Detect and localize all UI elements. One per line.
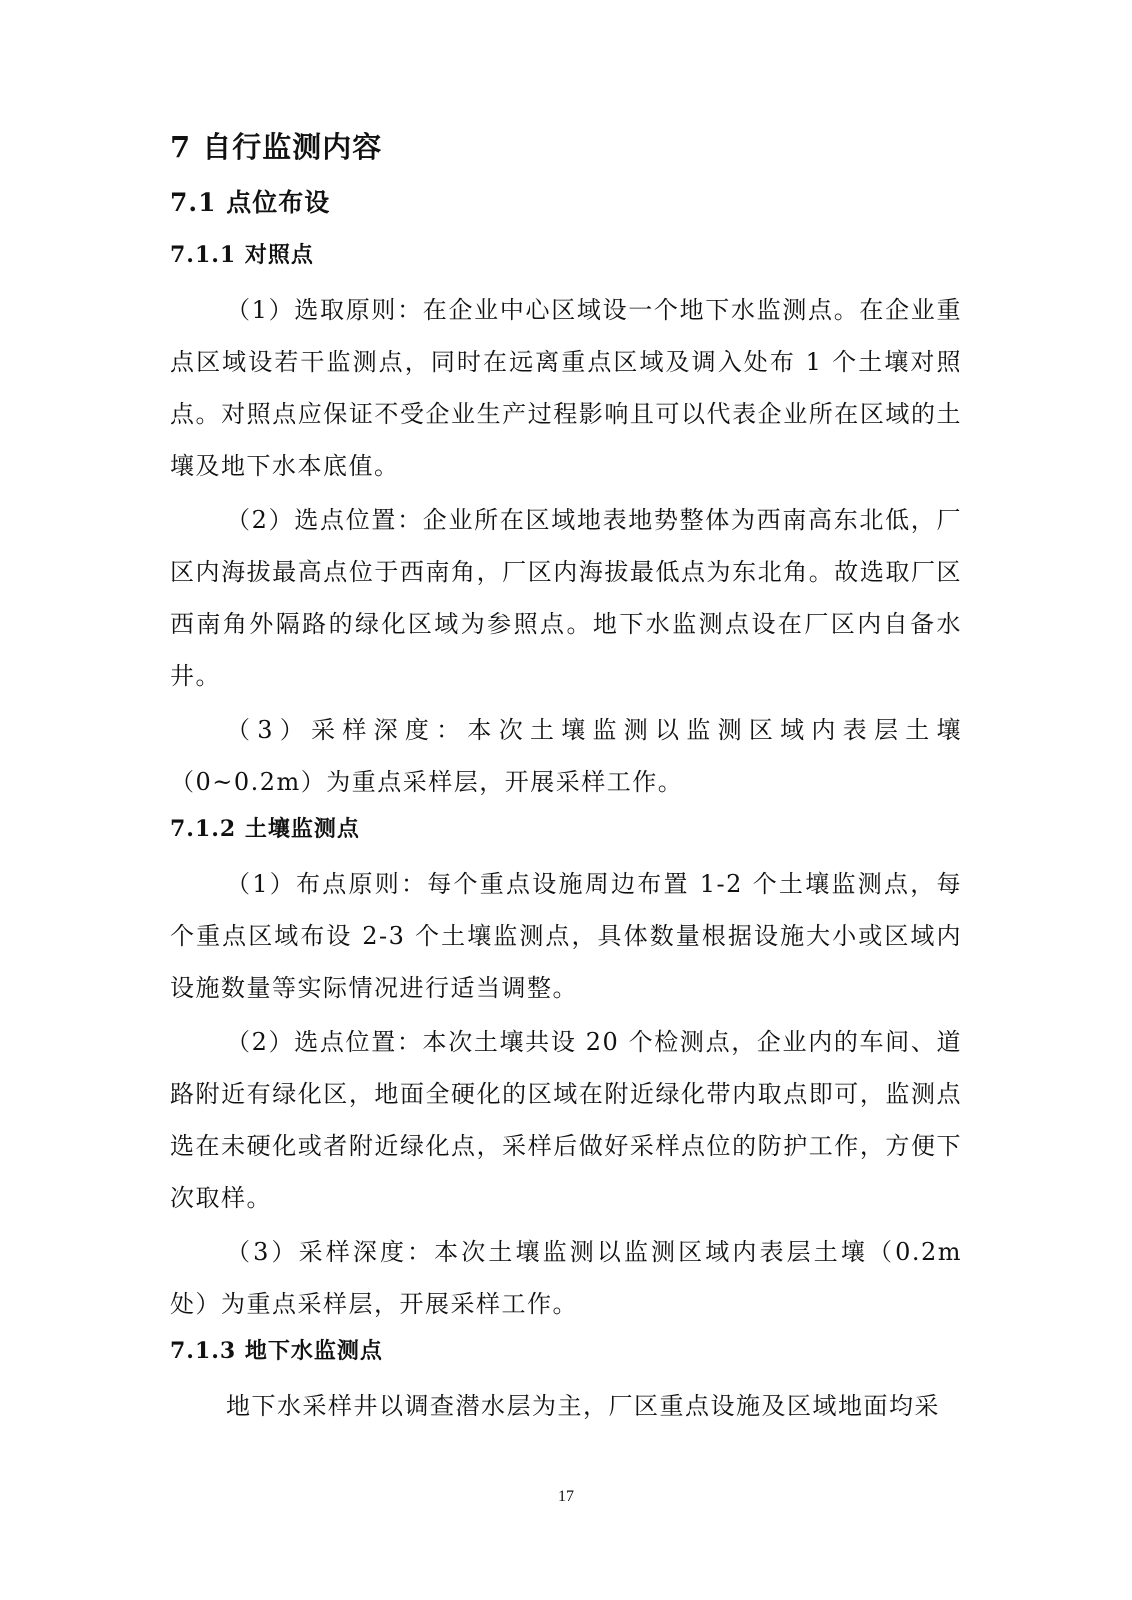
paragraph-groundwater-wells: 地下水采样井以调查潜水层为主，厂区重点设施及区域地面均采 — [226, 1392, 940, 1420]
section-heading-7-1-2: 7.1.2 土壤监测点 — [170, 816, 360, 842]
paragraph-soil-sampling-depth: （3）采样深度：本次土壤监测以监测区域内表层土壤（0.2m 处）为重点采样层，开展采样工作。 — [170, 1238, 962, 1318]
page-number: 17 — [558, 1488, 574, 1505]
document-page — [170, 128, 962, 1434]
paragraph-layout-principle: （1）布点原则：每个重点设施周边布置 1-2 个土壤监测点，每个重点区域布设 2-3 个土壤监测点，具体数量根据设施大小或区域内设施数量等实际情况进行适当调整。 — [170, 870, 962, 1002]
section-heading-7-1: 7.1 点位布设 — [170, 188, 331, 217]
section-heading-7-1-3: 7.1.3 地下水监测点 — [170, 1338, 383, 1364]
paragraph-sampling-depth: （3）采样深度：本次土壤监测以监测区域内表层土壤（0~0.2m）为重点采样层，开展采样工作。 — [170, 716, 962, 796]
section-heading-7: 7 自行监测内容 — [170, 130, 383, 164]
section-heading-7-1-1: 7.1.1 对照点 — [170, 242, 314, 268]
paragraph-selection-principle: （1）选取原则：在企业中心区域设一个地下水监测点。在企业重点区域设若干监测点，同时在远离重点区域及调入处布 1 个土壤对照点。对照点应保证不受企业生产过程影响且可以代表企业所在区域的土壤及地下水本底值。 — [170, 296, 962, 480]
paragraph-soil-point-location: （2）选点位置：本次土壤共设 20 个检测点，企业内的车间、道路附近有绿化区，地面全硬化的区域在附近绿化带内取点即可，监测点选在未硬化或者附近绿化点，采样后做好采样点位的防护工作，方便下次取样。 — [170, 1028, 962, 1212]
paragraph-selection-location: （2）选点位置：企业所在区域地表地势整体为西南高东北低，厂区内海拔最高点位于西南角，厂区内海拔最低点为东北角。故选取厂区西南角外隔路的绿化区域为参照点。地下水监测点设在厂区内自备水井。 — [170, 506, 962, 690]
